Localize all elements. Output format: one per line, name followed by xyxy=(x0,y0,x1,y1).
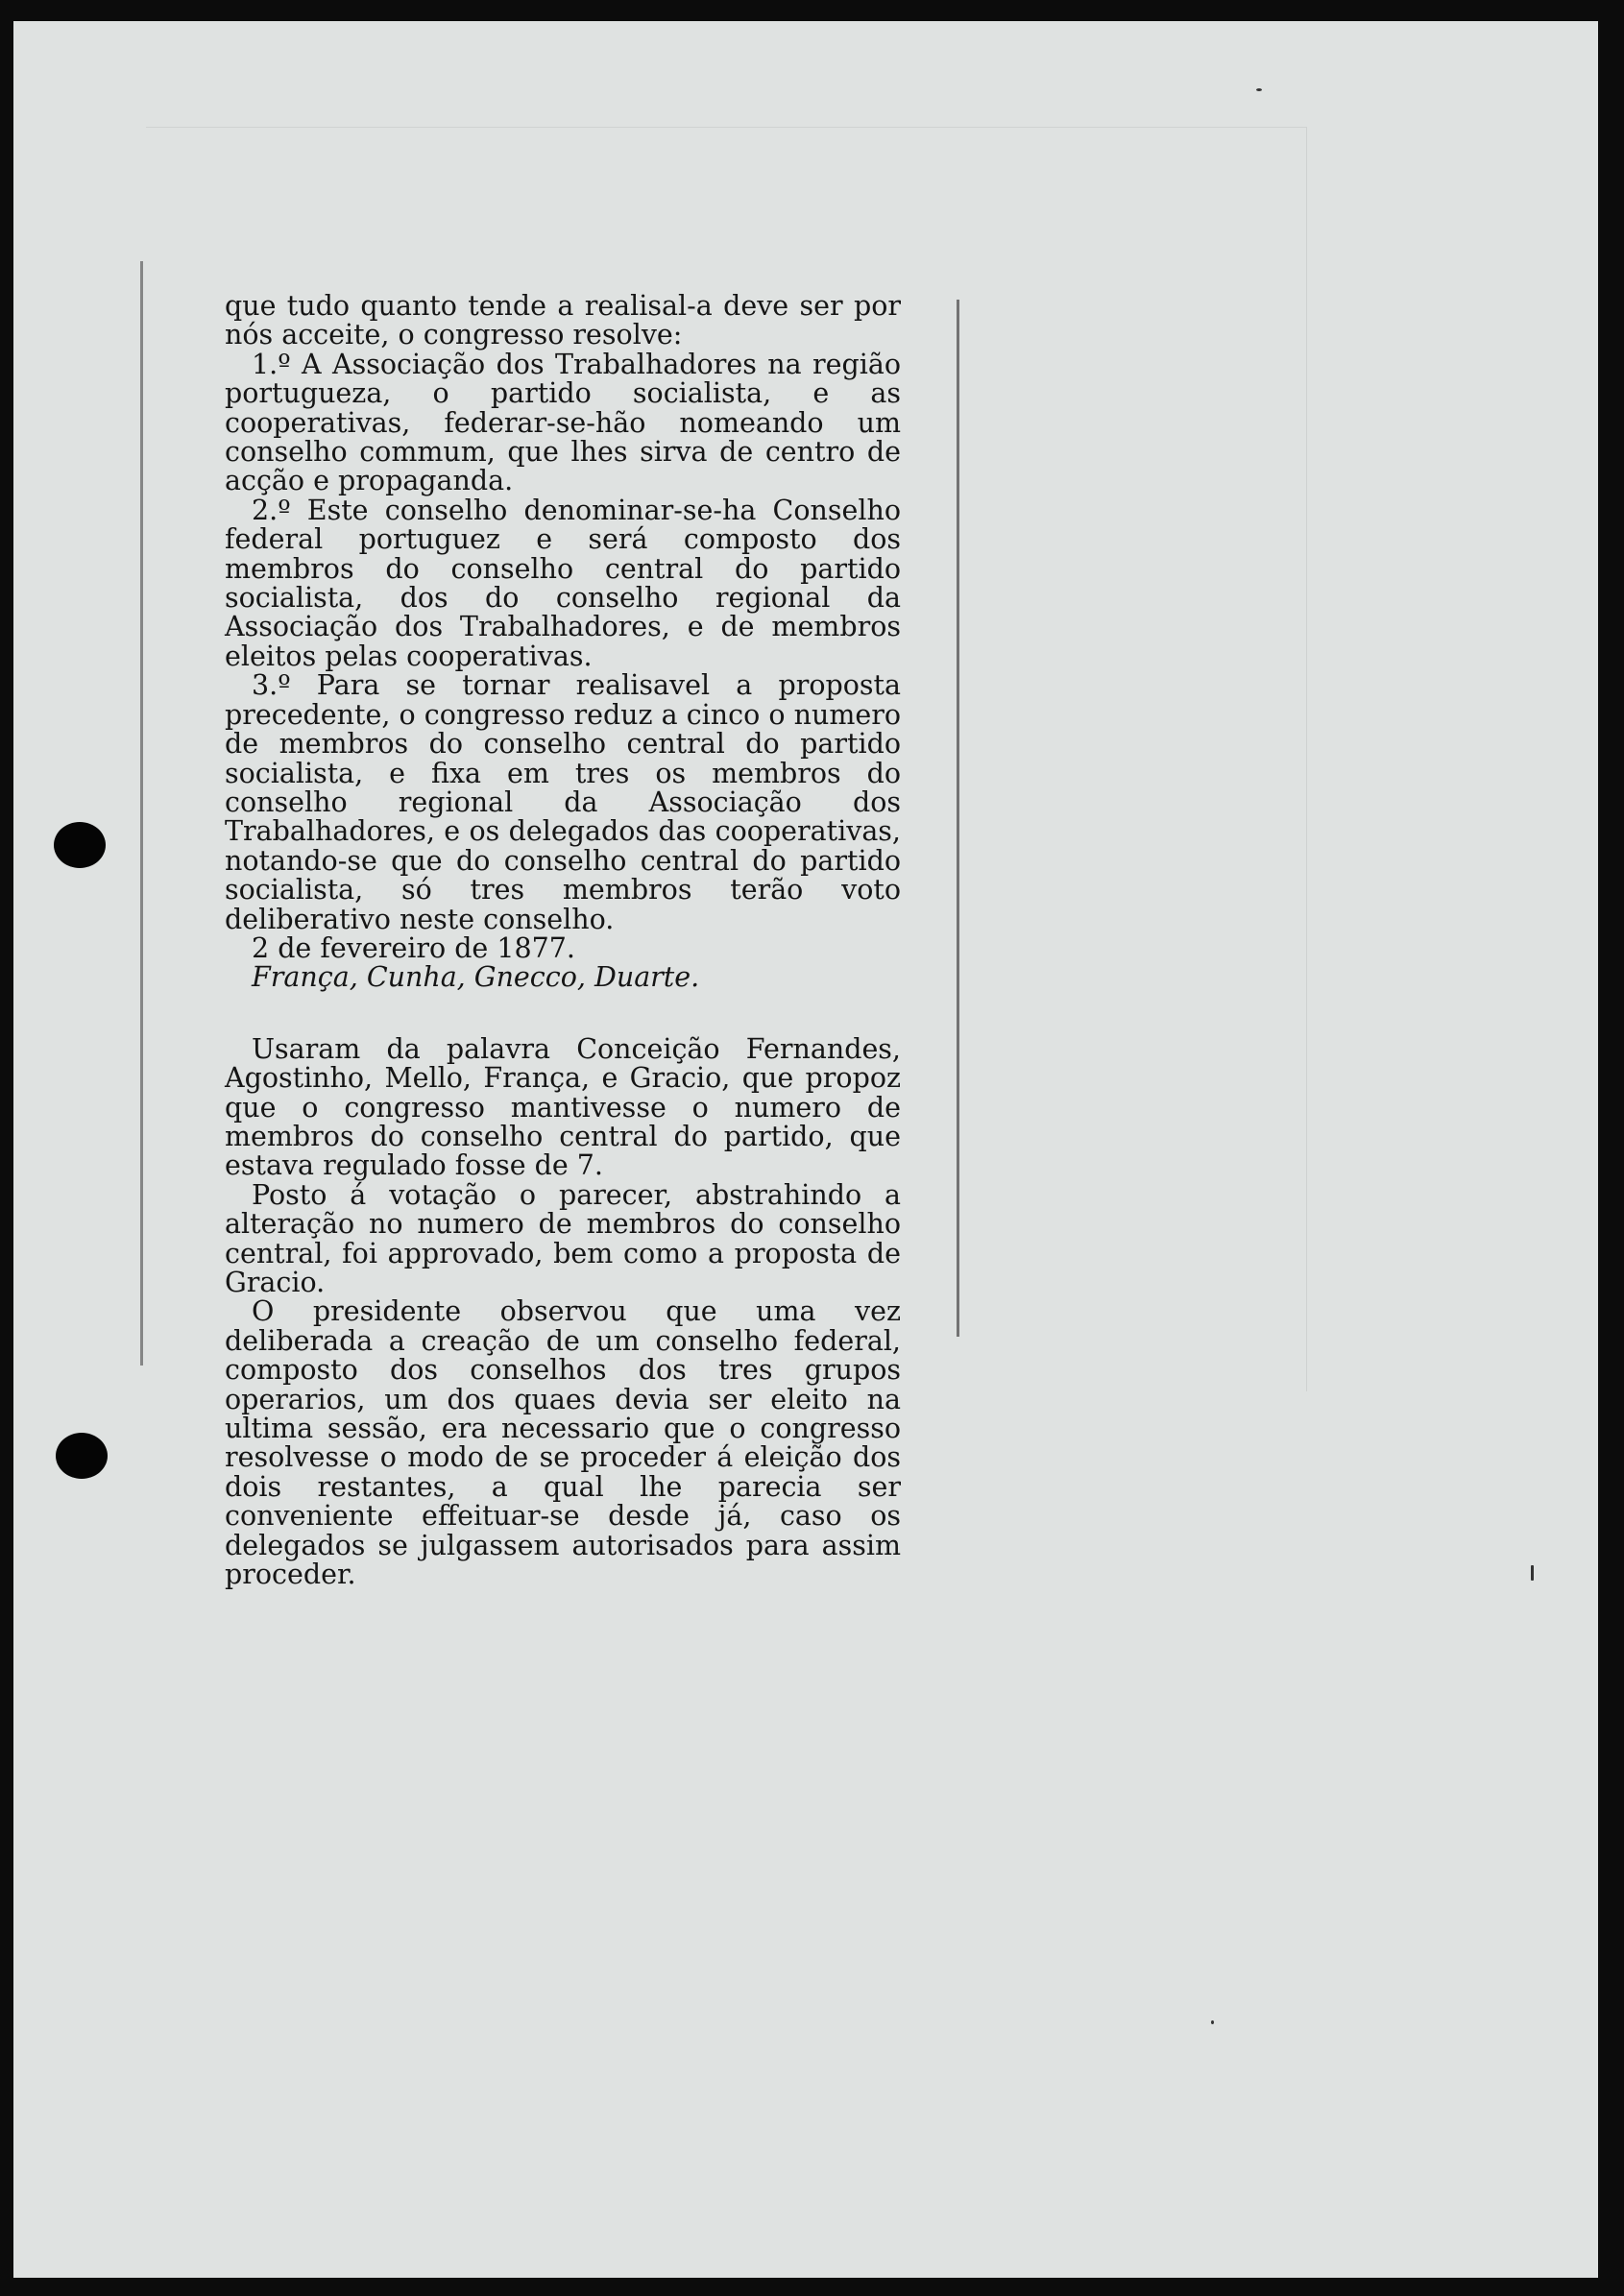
dust-speck xyxy=(1256,88,1262,91)
resolution-date: 2 de fevereiro de 1877. xyxy=(252,931,575,964)
paragraph-speakers: Usaram da palavra Conceição Fernandes, Agostinho, Mello, França, e Gracio, que propoz que o congresso mantivesse o numero de membros do conselho central do partido, que estava regulado fosse de 7. xyxy=(225,1032,901,1182)
resolution-intro: que tudo quanto tende a realisal-a deve ser por nós acceite, o congresso resolve: xyxy=(225,290,901,351)
dust-speck xyxy=(1211,2020,1214,2024)
article-3: 3.º Para se tornar realisavel a proposta precedente, o congresso reduz a cinco o numero de membros do conselho central do partido socialista, e fixa em tres os membros do conselho regional da Associação dos Trabalhadores, e os delegados das cooperativas, notando-se que do conselho central do partido socialista, só tres membros terão voto deliberativo neste conselho. xyxy=(225,669,901,935)
clipping-left-edge xyxy=(140,261,143,1366)
newspaper-column xyxy=(225,292,901,1589)
clipping-right-edge xyxy=(957,300,959,1337)
paragraph-vote: Posto á votação o parecer, abstrahindo a alteração no numero de membros do conselho central, foi approvado, bem como a proposta de Gracio. xyxy=(225,1178,901,1298)
paragraph-president: O presidente observou que uma vez deliberada a creação de um conselho federal, composto dos conselhos dos tres grupos operarios, um dos quaes devia ser eleito na ultima sessão, era necessario que o congresso resolvesse o modo de se proceder á eleição dos dois restantes, a qual lhe parecia ser conveniente effeituar-se desde já, caso os delegados se julgassem autorisados para assim proceder. xyxy=(225,1295,901,1591)
punch-hole-bottom xyxy=(56,1433,108,1479)
paper-sheet xyxy=(13,21,1598,2278)
paragraph-gap xyxy=(225,993,901,1035)
article-1: 1.º A Associação dos Trabalhadores na região portugueza, o partido socialista, e as cooperativas, federar-se-hão nomeando um conselho commum, que lhes sirva de centro de acção e propaganda. xyxy=(225,348,901,497)
dust-speck xyxy=(1531,1565,1534,1581)
punch-hole-top xyxy=(54,822,106,868)
article-2: 2.º Este conselho denominar-se-ha Conselho federal portuguez e será composto dos membros do conselho central do partido socialista, dos do conselho regional da Associação dos Trabalhadores, e de membros eleitos pelas cooperativas. xyxy=(225,494,901,672)
signatories: França, Cunha, Gnecco, Duarte. xyxy=(252,961,700,994)
